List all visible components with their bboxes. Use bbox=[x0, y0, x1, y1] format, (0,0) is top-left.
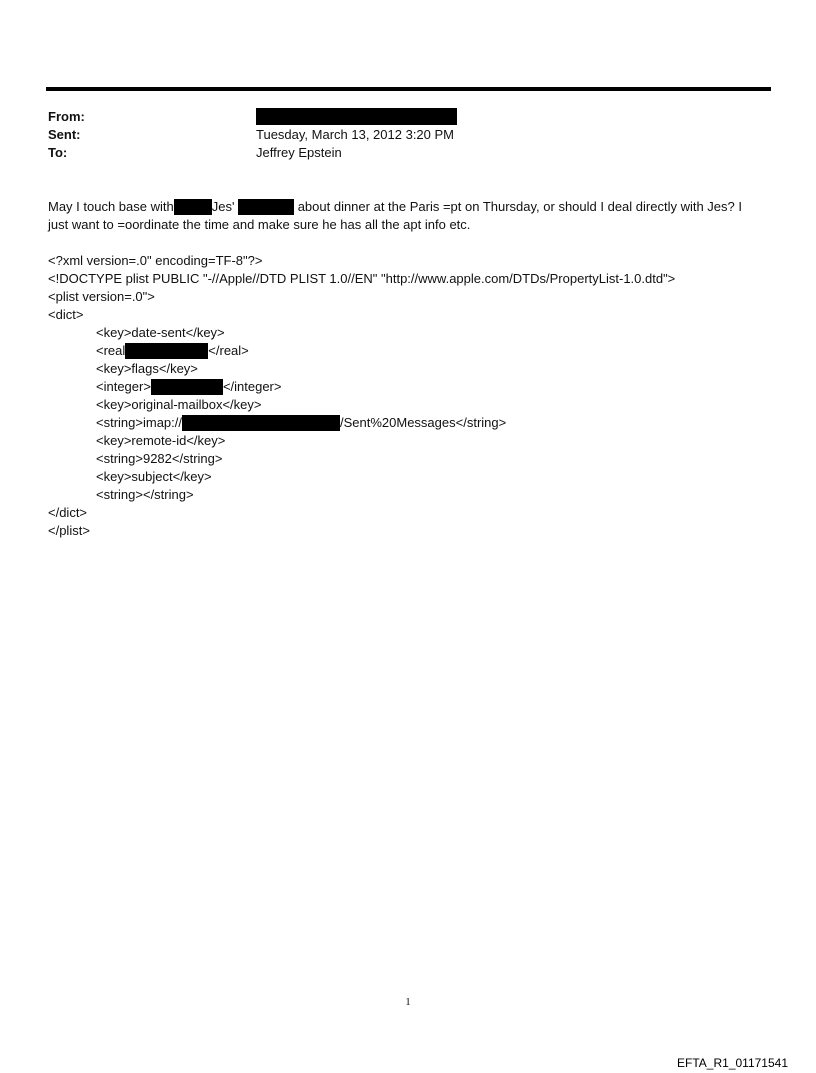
key-date-sent: <key>date-sent</key> bbox=[96, 325, 225, 340]
bates-number: EFTA_R1_01171541 bbox=[677, 1056, 788, 1070]
real-open: <real bbox=[96, 343, 126, 358]
sent-row bbox=[48, 126, 768, 144]
redaction-mailbox bbox=[182, 415, 340, 431]
email-header bbox=[48, 108, 768, 162]
message-paragraph bbox=[48, 198, 773, 234]
plist-xml-decl: <?xml version=.0" encoding=TF-8"?> bbox=[48, 253, 263, 268]
sent-label: Sent: bbox=[48, 127, 81, 142]
integer-close: </integer> bbox=[222, 379, 282, 394]
message-text-c: about dinner at the Paris =pt on Thursday, or should I deal directly with Jes? I bbox=[294, 199, 742, 214]
redaction-name-2 bbox=[238, 199, 294, 215]
key-subject: <key>subject</key> bbox=[96, 469, 212, 484]
redaction-from bbox=[256, 108, 457, 125]
message-line-2: just want to =oordinate the time and make sure he has all the apt info etc. bbox=[48, 217, 471, 232]
plist-block bbox=[48, 252, 773, 540]
key-flags: <key>flags</key> bbox=[96, 361, 198, 376]
from-row bbox=[48, 108, 768, 126]
dict-open: <dict> bbox=[48, 307, 84, 322]
imap-close: /Sent%20Messages</string> bbox=[340, 415, 507, 430]
real-close: </real> bbox=[208, 343, 249, 358]
to-value: Jeffrey Epstein bbox=[256, 145, 342, 160]
plist-close: </plist> bbox=[48, 523, 90, 538]
redaction-date-value bbox=[125, 343, 208, 359]
redaction-name-1 bbox=[174, 199, 212, 215]
dict-close: </dict> bbox=[48, 505, 88, 520]
to-row bbox=[48, 144, 768, 162]
string-subject: <string></string> bbox=[96, 487, 194, 502]
plist-doctype: <!DOCTYPE plist PUBLIC "-//Apple//DTD PLIST 1.0//EN" "http://www.apple.com/DTDs/PropertyList-1.0.dtd"> bbox=[48, 271, 676, 286]
message-line-1 bbox=[48, 198, 773, 216]
page-number: 1 bbox=[405, 996, 411, 1008]
message-text-a: May I touch base with bbox=[48, 199, 174, 214]
string-remote-id: <string>9282</string> bbox=[96, 451, 223, 466]
integer-open: <integer> bbox=[96, 379, 151, 394]
plist-open: <plist version=.0"> bbox=[48, 289, 155, 304]
imap-open: <string>imap:// bbox=[96, 415, 182, 430]
header-rule bbox=[46, 87, 771, 91]
key-original-mailbox: <key>original-mailbox</key> bbox=[96, 397, 262, 412]
real-line bbox=[48, 342, 773, 360]
to-label: To: bbox=[48, 145, 68, 160]
sent-value: Tuesday, March 13, 2012 3:20 PM bbox=[256, 127, 454, 142]
redaction-flags-value bbox=[151, 379, 223, 395]
email-body bbox=[48, 198, 773, 540]
key-remote-id: <key>remote-id</key> bbox=[96, 433, 226, 448]
imap-line bbox=[48, 414, 773, 432]
from-value bbox=[256, 108, 457, 126]
integer-line bbox=[48, 378, 773, 396]
from-label: From: bbox=[48, 109, 85, 124]
message-text-b: Jes' bbox=[211, 199, 235, 214]
